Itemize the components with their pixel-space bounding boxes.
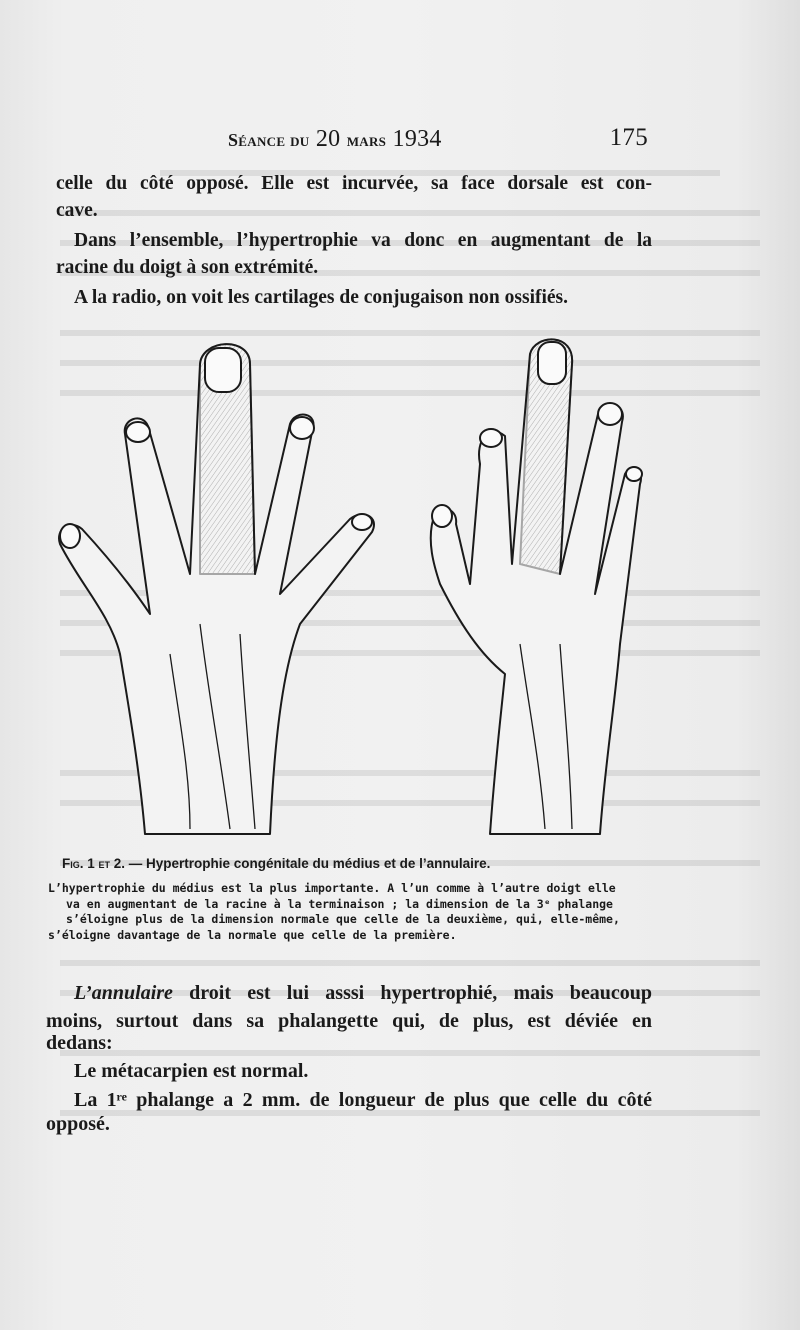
- paragraph-6-line-2: opposé.: [46, 1113, 110, 1135]
- paragraph-4-line-1: [56, 980, 652, 1007]
- paragraph-5: Le métacarpien est normal.: [74, 1060, 309, 1082]
- header-year: 1934: [392, 126, 442, 152]
- paragraph-4-line-1-rest: droit est lui asssi hypertrophié, mais beaucoup: [172, 982, 652, 1004]
- paragraph-1-line-1: celle du côté opposé. Elle est incurvée, sa face dorsale est con-: [56, 173, 652, 194]
- header-date-number: 20: [315, 126, 341, 152]
- caption-line-4: s’éloigne davantage de la normale que celle de la première.: [48, 927, 457, 942]
- figure-label: Fig. 1 et 2.: [62, 856, 126, 871]
- paragraph-2-line-2: racine du doigt à son extrémité.: [56, 257, 319, 278]
- figure-caption-body: [48, 881, 640, 943]
- hands-illustration: [50, 324, 650, 844]
- caption-line-3: s’éloigne plus de la dimension normale que celle de la deuxième, qui, elle-même,: [66, 912, 620, 926]
- header-title: [228, 126, 442, 153]
- paragraph-4-line-2: moins, surtout dans sa phalangette qui, de plus, est déviée en: [46, 1010, 652, 1032]
- header-seance: Séance du: [228, 130, 310, 150]
- paragraph-6-line-1: La 1ʳᵉ phalange a 2 mm. de longueur de plus que celle du côté: [74, 1089, 652, 1111]
- left-hand-drawing: [59, 344, 374, 834]
- annulaire-italic: L’annulaire: [74, 982, 173, 1004]
- header-month: mars: [346, 130, 387, 150]
- right-hand-drawing: [431, 339, 642, 834]
- paragraph-2-line-1: Dans l’ensemble, l’hypertrophie va donc en augmentant de la: [74, 230, 652, 251]
- paragraph-1-line-2: cave.: [56, 200, 98, 221]
- paragraph-3: A la radio, on voit les cartilages de conjugaison non ossifiés.: [74, 287, 569, 308]
- page-number: 175: [609, 124, 648, 151]
- figure-caption-title: [62, 856, 642, 871]
- caption-line-2: va en augmentant de la racine à la terminaison ; la dimension de la 3ᵉ phalange: [66, 896, 613, 911]
- running-header: [228, 124, 650, 158]
- figure-title: — Hypertrophie congénitale du médius et de l’annulaire.: [125, 856, 491, 871]
- caption-line-1: L’hypertrophie du médius est la plus importante. A l’un comme à l’autre doigt elle: [48, 881, 616, 895]
- paragraph-4-line-3: dedans:: [46, 1032, 113, 1054]
